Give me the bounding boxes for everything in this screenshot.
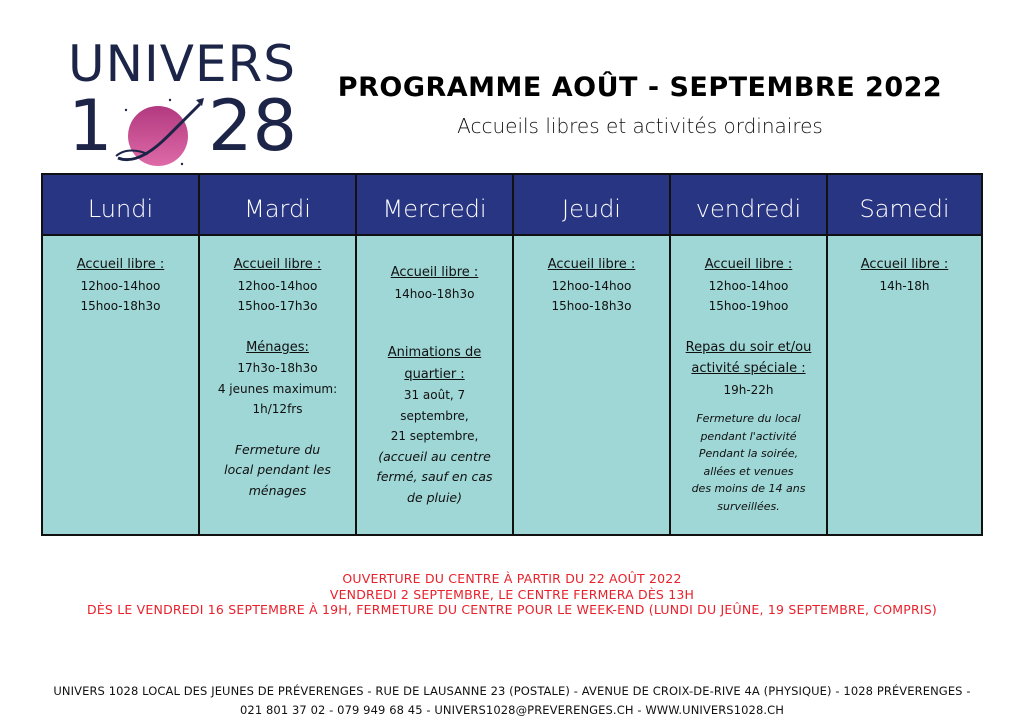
section-heading: activité spéciale : [691,361,806,376]
section-heading: Accueil libre : [390,265,479,280]
day-header-vendredi: vendredi [671,175,828,236]
note-line: allées et venues [703,464,794,478]
note-line: Fermeture du [234,441,321,457]
note-line: Fermeture du local [696,412,801,425]
notice-weekend-closing: DÈS LE VENDREDI 16 SEPTEMBRE À 19H, FERMETURE DU CENTRE POUR LE WEEK-END (LUNDI DU JEÛNE, 19 SEPTEMBRE, COMPRIS) [87,602,937,617]
univers-1028-logo [66,36,296,166]
day-cell-mardi [200,236,357,534]
note-line: des moins de 14 ans [691,482,806,495]
time-slot: 12hoo-14hoo [237,278,318,293]
day-cell-vendredi [671,236,828,534]
note-line: ménages [248,482,307,498]
section-heading: Ménages: [246,339,309,355]
detail-line: septembre, [400,408,469,423]
note-line: surveillées. [717,499,780,513]
section-heading: Accueil libre : [233,257,322,272]
planet-rocket-icon [108,96,208,168]
detail-line: 21 septembre, [390,429,479,443]
detail-line: 31 août, 7 [403,388,466,402]
day-header-mardi: Mardi [200,175,357,236]
time-slot: 15hoo-17h3o [237,299,318,313]
time-slot: 14hoo-18h3o [394,286,475,301]
footer-contacts: 021 801 37 02 - 079 949 68 45 - UNIVERS1028@PREVERENGES.CH - WWW.UNIVERS1028.CH [239,703,785,717]
time-slot: 12hoo-14hoo [80,278,161,293]
section-heading: Repas du soir et/ou [685,339,812,355]
day-cell-mercredi [357,236,514,534]
day-cell-jeudi [514,236,671,534]
weekly-schedule-table [41,173,983,536]
time-slot: 14h-18h [879,278,930,293]
logo-text-univers: UNIVERS [68,35,297,93]
page-title: PROGRAMME AOÛT - SEPTEMBRE 2022 [337,72,943,103]
detail-line: 4 jeunes maximum: [217,381,338,396]
section-heading: quartier : [404,366,465,382]
logo-digit-1: 1 [68,85,113,167]
detail-line: 1h/12frs [252,402,303,416]
notice-early-closing: VENDREDI 2 SEPTEMBRE, LE CENTRE FERMERA DÈS 13H [329,586,695,602]
section-heading: Accueil libre : [704,257,793,272]
time-slot: 19h-22h [723,382,774,397]
important-notices [0,571,1024,618]
time-slot: 12hoo-14hoo [551,278,632,293]
day-header-samedi: Samedi [828,175,981,236]
detail-line: 17h3o-18h3o [237,361,318,375]
note-line: (accueil au centre [378,448,491,464]
section-heading: Animations de [387,345,482,360]
day-header-jeudi: Jeudi [514,175,671,236]
time-slot: 12hoo-14hoo [708,278,789,293]
note-line: fermé, sauf en cas [376,469,493,484]
day-header-lundi: Lundi [43,175,200,236]
section-heading: Accueil libre : [76,257,165,272]
time-slot: 15hoo-19hoo [708,299,789,313]
day-header-mercredi: Mercredi [357,175,514,236]
notice-opening: OUVERTURE DU CENTRE À PARTIR DU 22 AOÛT 2022 [342,571,682,586]
day-cell-lundi [43,236,200,534]
time-slot: 15hoo-18h3o [80,299,161,313]
page-subtitle: Accueils libres et activités ordinaires [457,114,823,138]
note-line: de pluie) [407,489,462,505]
day-cell-samedi [828,236,981,534]
logo-number [68,85,298,167]
time-slot: 15hoo-18h3o [551,299,632,313]
section-heading: Accueil libre : [860,257,949,272]
contact-footer [0,682,1024,720]
footer-address: UNIVERS 1028 LOCAL DES JEUNES DE PRÉVERENGES - RUE DE LAUSANNE 23 (POSTALE) - AVENUE DE CROIX-DE-RIVE 4A (PHYSIQUE) - 1028 PRÉVERENGES - [53,684,971,698]
logo-digits-28: 28 [208,85,298,167]
note-line: Pendant la soirée, [698,447,799,460]
section-heading: Accueil libre : [547,257,636,272]
note-line: pendant l'activité [700,429,797,443]
note-line: local pendant les [224,462,331,477]
